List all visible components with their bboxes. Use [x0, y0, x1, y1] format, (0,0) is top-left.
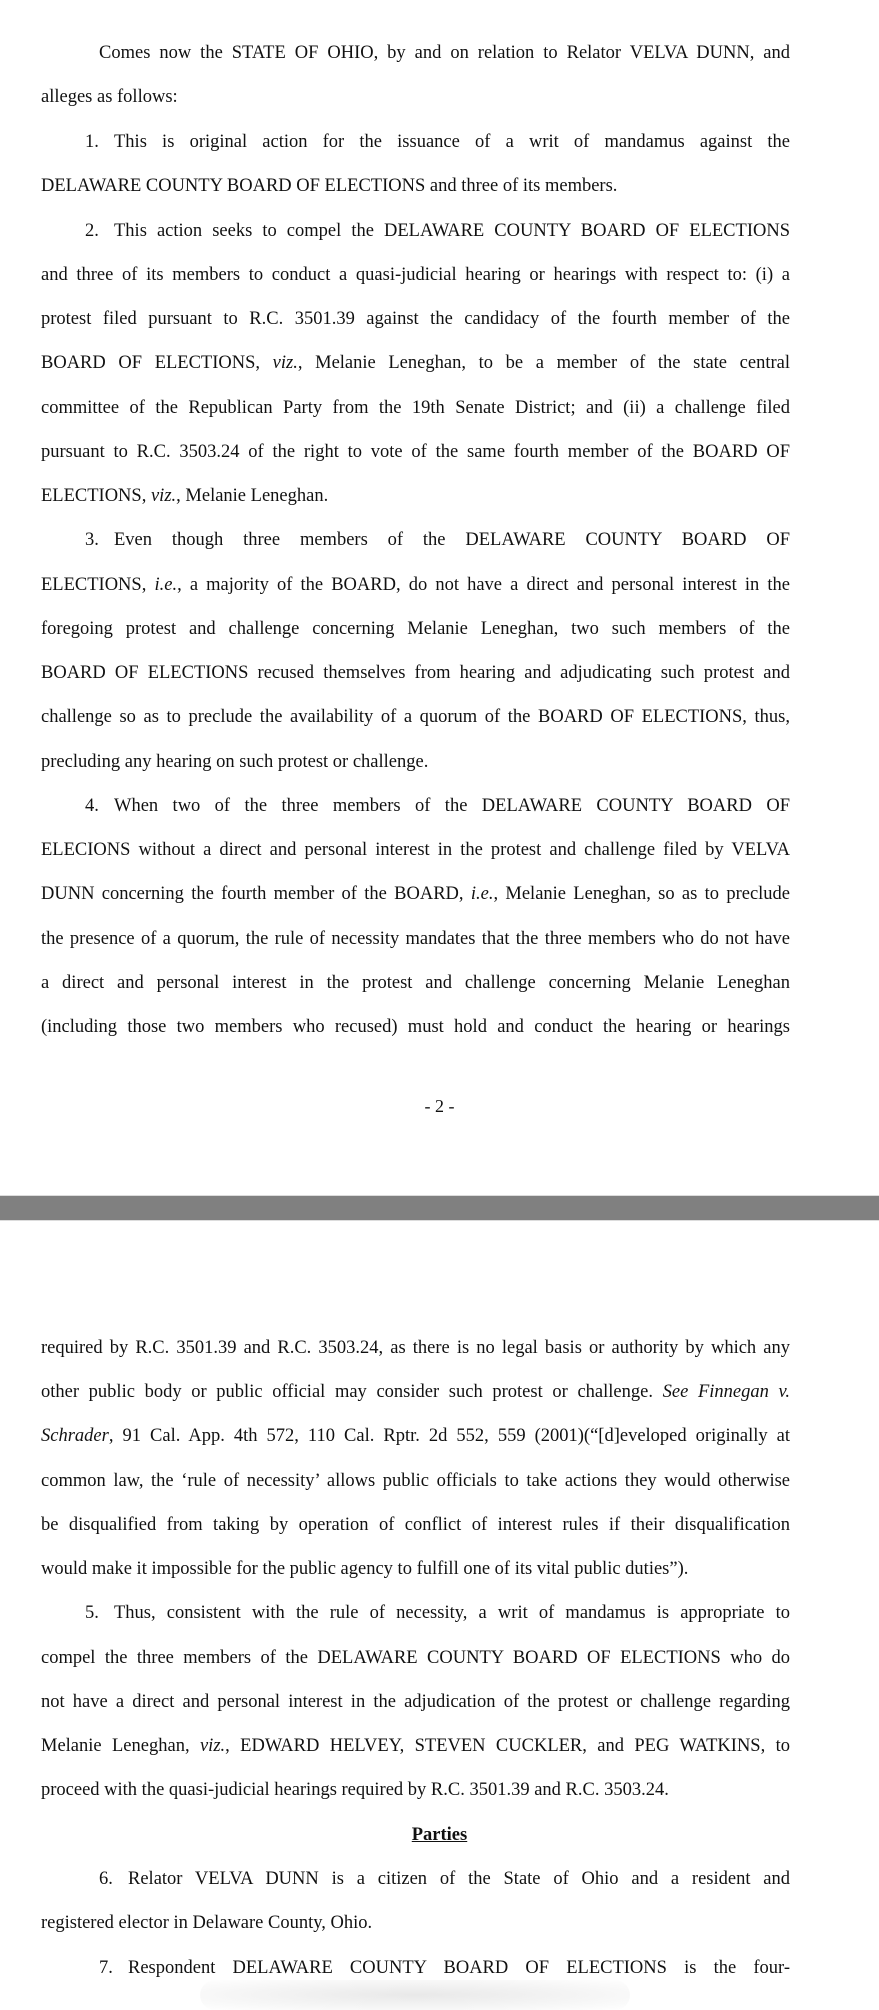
paragraph-3-line-6: precluding any hearing on such protest or challenge. [41, 752, 429, 772]
paragraph-5-line-2: compel the three members of the DELAWARE COUNTY BOARD OF ELECTIONS who do [41, 1648, 790, 1668]
paragraph-2-line-5: committee of the Republican Party from the 19th Senate District; and (ii) a challenge filed [41, 398, 790, 418]
paragraph-3-line-2: ELECTIONS, i.e., a majority of the BOARD, do not have a direct and personal interest in the [41, 575, 790, 595]
paragraph-1-line-2: DELAWARE COUNTY BOARD OF ELECTIONS and three of its members. [41, 176, 618, 196]
page-separator [0, 1195, 879, 1221]
paragraph-4-line-12: would make it impossible for the public agency to fulfill one of its vital public duties”). [41, 1559, 689, 1579]
section-heading-parties: Parties [411, 1825, 468, 1845]
paragraph-4-line-4: the presence of a quorum, the rule of necessity mandates that the three members who do not have [41, 929, 790, 949]
paragraph-4-line-5: a direct and personal interest in the protest and challenge concerning Melanie Leneghan [41, 973, 790, 993]
opening-line-1: Comes now the STATE OF OHIO, by and on relation to Relator VELVA DUNN, and [99, 43, 790, 63]
paragraph-text: Even though three members of the DELAWARE COUNTY BOARD OF [114, 530, 790, 550]
paragraph-text: Respondent DELAWARE COUNTY BOARD OF ELECTIONS is the four- [128, 1958, 790, 1978]
paragraph-number: 4. [85, 796, 99, 816]
paragraph-4-line-1 [85, 795, 790, 817]
paragraph-number: 6. [99, 1869, 113, 1889]
paragraph-2-line-3: protest filed pursuant to R.C. 3501.39 against the candidacy of the fourth member of the [41, 309, 790, 329]
page-number: - 2 - [424, 1096, 455, 1116]
paragraph-2-line-4: BOARD OF ELECTIONS, viz., Melanie Leneghan, to be a member of the state central [41, 353, 790, 373]
paragraph-number: 7. [99, 1958, 113, 1978]
paragraph-5-line-3: not have a direct and personal interest in the adjudication of the protest or challenge regarding [41, 1692, 790, 1712]
paragraph-number: 5. [85, 1603, 99, 1623]
paragraph-number: 1. [85, 132, 99, 152]
viewer-bottom-overlay [200, 1980, 630, 2010]
paragraph-4-line-9: Schrader, 91 Cal. App. 4th 572, 110 Cal. Rptr. 2d 552, 559 (2001)(“[d]eveloped originally at [41, 1426, 790, 1446]
paragraph-4-line-6: (including those two members who recused) must hold and conduct the hearing or hearings [41, 1017, 790, 1037]
paragraph-4-line-10: common law, the ‘rule of necessity’ allows public officials to take actions they would otherwise [41, 1471, 790, 1491]
paragraph-4-line-11: be disqualified from taking by operation of conflict of interest rules if their disqualification [41, 1515, 790, 1535]
opening-line-2: alleges as follows: [41, 87, 178, 107]
paragraph-text: This is original action for the issuance of a writ of mandamus against the [114, 132, 790, 152]
paragraph-6-line-1 [99, 1868, 790, 1890]
paragraph-number: 3. [85, 530, 99, 550]
paragraph-7-line-1 [99, 1957, 790, 1979]
paragraph-text: This action seeks to compel the DELAWARE COUNTY BOARD OF ELECTIONS [114, 221, 790, 241]
paragraph-2-line-6: pursuant to R.C. 3503.24 of the right to vote of the same fourth member of the BOARD OF [41, 442, 790, 462]
paragraph-number: 2. [85, 221, 99, 241]
paragraph-6-line-2: registered elector in Delaware County, Ohio. [41, 1913, 373, 1933]
paragraph-text: Relator VELVA DUNN is a citizen of the State of Ohio and a resident and [128, 1869, 790, 1889]
paragraph-text: Thus, consistent with the rule of necessity, a writ of mandamus is appropriate to [114, 1603, 790, 1623]
paragraph-3-line-3: foregoing protest and challenge concerning Melanie Leneghan, two such members of the [41, 619, 790, 639]
paragraph-4-line-8: other public body or public official may consider such protest or challenge. See Finnegan v. [41, 1382, 790, 1402]
paragraph-4-line-7: required by R.C. 3501.39 and R.C. 3503.24, as there is no legal basis or authority by which any [41, 1338, 790, 1358]
paragraph-5-line-1 [85, 1602, 790, 1624]
paragraph-3-line-4: BOARD OF ELECTIONS recused themselves from hearing and adjudicating such protest and [41, 663, 790, 683]
paragraph-3-line-5: challenge so as to preclude the availability of a quorum of the BOARD OF ELECTIONS, thus, [41, 707, 790, 727]
paragraph-2-line-7: ELECTIONS, viz., Melanie Leneghan. [41, 486, 329, 506]
paragraph-2-line-2: and three of its members to conduct a quasi-judicial hearing or hearings with respect to: (i) a [41, 265, 790, 285]
paragraph-text: When two of the three members of the DELAWARE COUNTY BOARD OF [114, 796, 790, 816]
paragraph-4-line-3: DUNN concerning the fourth member of the BOARD, i.e., Melanie Leneghan, so as to preclude [41, 884, 791, 904]
paragraph-3-line-1 [85, 529, 790, 551]
paragraph-4-line-2: ELECIONS without a direct and personal interest in the protest and challenge filed by VELVA [41, 840, 790, 860]
paragraph-1-line-1 [85, 131, 790, 153]
paragraph-5-line-5: proceed with the quasi-judicial hearings required by R.C. 3501.39 and R.C. 3503.24. [41, 1780, 669, 1800]
paragraph-2-line-1 [85, 220, 790, 242]
paragraph-5-line-4: Melanie Leneghan, viz., EDWARD HELVEY, STEVEN CUCKLER, and PEG WATKINS, to [41, 1736, 791, 1756]
